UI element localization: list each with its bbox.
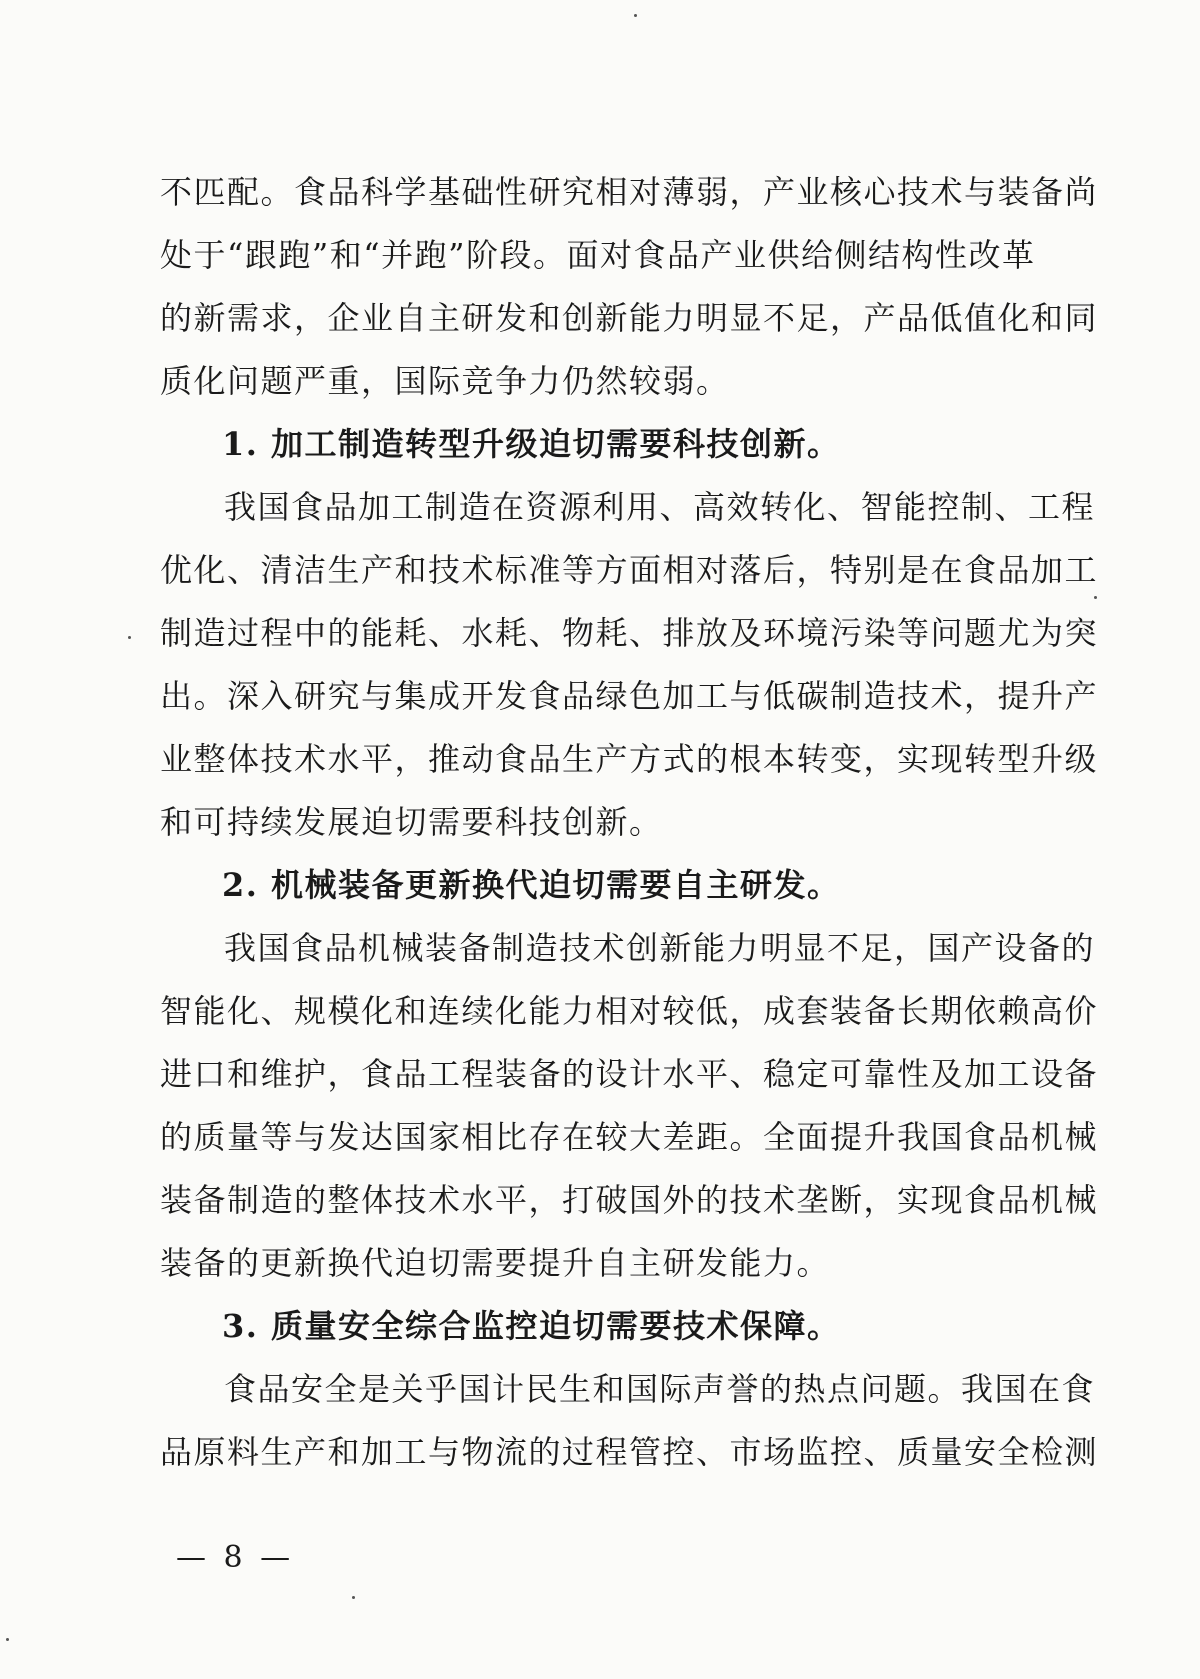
scan-speck xyxy=(1094,596,1097,599)
body-text-line: 制造过程中的能耗、水耗、物耗、排放及环境污染等问题尤为突 xyxy=(160,614,1099,652)
body-text-line: 食品安全是关乎国计民生和国际声誉的热点问题。我国在食 xyxy=(224,1370,1096,1408)
page-number: — 8 — xyxy=(176,1540,295,1575)
body-text-line: 优化、清洁生产和技术标准等方面相对落后，特别是在食品加工 xyxy=(160,551,1099,589)
body-text-line: 我国食品机械装备制造技术创新能力明显不足，国产设备的 xyxy=(224,929,1096,967)
section-heading: 2. 机械装备更新换代迫切需要自主研发。 xyxy=(222,866,841,904)
body-text-line: 出。深入研究与集成开发食品绿色加工与低碳制造技术，提升产 xyxy=(160,677,1099,715)
section-heading: 1. 加工制造转型升级迫切需要科技创新。 xyxy=(222,425,841,463)
scan-speck xyxy=(128,636,131,639)
body-text-line: 的质量等与发达国家相比存在较大差距。全面提升我国食品机械 xyxy=(160,1118,1099,1156)
body-text-line: 质化问题严重，国际竞争力仍然较弱。 xyxy=(160,362,730,400)
body-text-line: 装备制造的整体技术水平，打破国外的技术垄断，实现食品机械 xyxy=(160,1181,1099,1219)
body-text-line: 装备的更新换代迫切需要提升自主研发能力。 xyxy=(160,1244,831,1282)
section-heading: 3. 质量安全综合监控迫切需要技术保障。 xyxy=(222,1307,841,1345)
scan-speck xyxy=(6,1638,9,1641)
body-text-line: 处于“跟跑”和“并跑”阶段。面对食品产业供给侧结构性改革 xyxy=(160,236,1036,274)
body-text-line: 不匹配。食品科学基础性研究相对薄弱，产业核心技术与装备尚 xyxy=(160,173,1099,211)
scan-speck xyxy=(352,1596,355,1599)
body-text-line: 的新需求，企业自主研发和创新能力明显不足，产品低值化和同 xyxy=(160,299,1099,337)
body-text-line: 智能化、规模化和连续化能力相对较低，成套装备长期依赖高价 xyxy=(160,992,1099,1030)
body-text-line: 和可持续发展迫切需要科技创新。 xyxy=(160,803,663,841)
body-text-line: 进口和维护，食品工程装备的设计水平、稳定可靠性及加工设备 xyxy=(160,1055,1099,1093)
body-text-line: 我国食品加工制造在资源利用、高效转化、智能控制、工程 xyxy=(224,488,1096,526)
scan-speck xyxy=(634,14,637,17)
body-text-line: 品原料生产和加工与物流的过程管控、市场监控、质量安全检测 xyxy=(160,1433,1099,1471)
body-text-line: 业整体技术水平，推动食品生产方式的根本转变，实现转型升级 xyxy=(160,740,1099,778)
